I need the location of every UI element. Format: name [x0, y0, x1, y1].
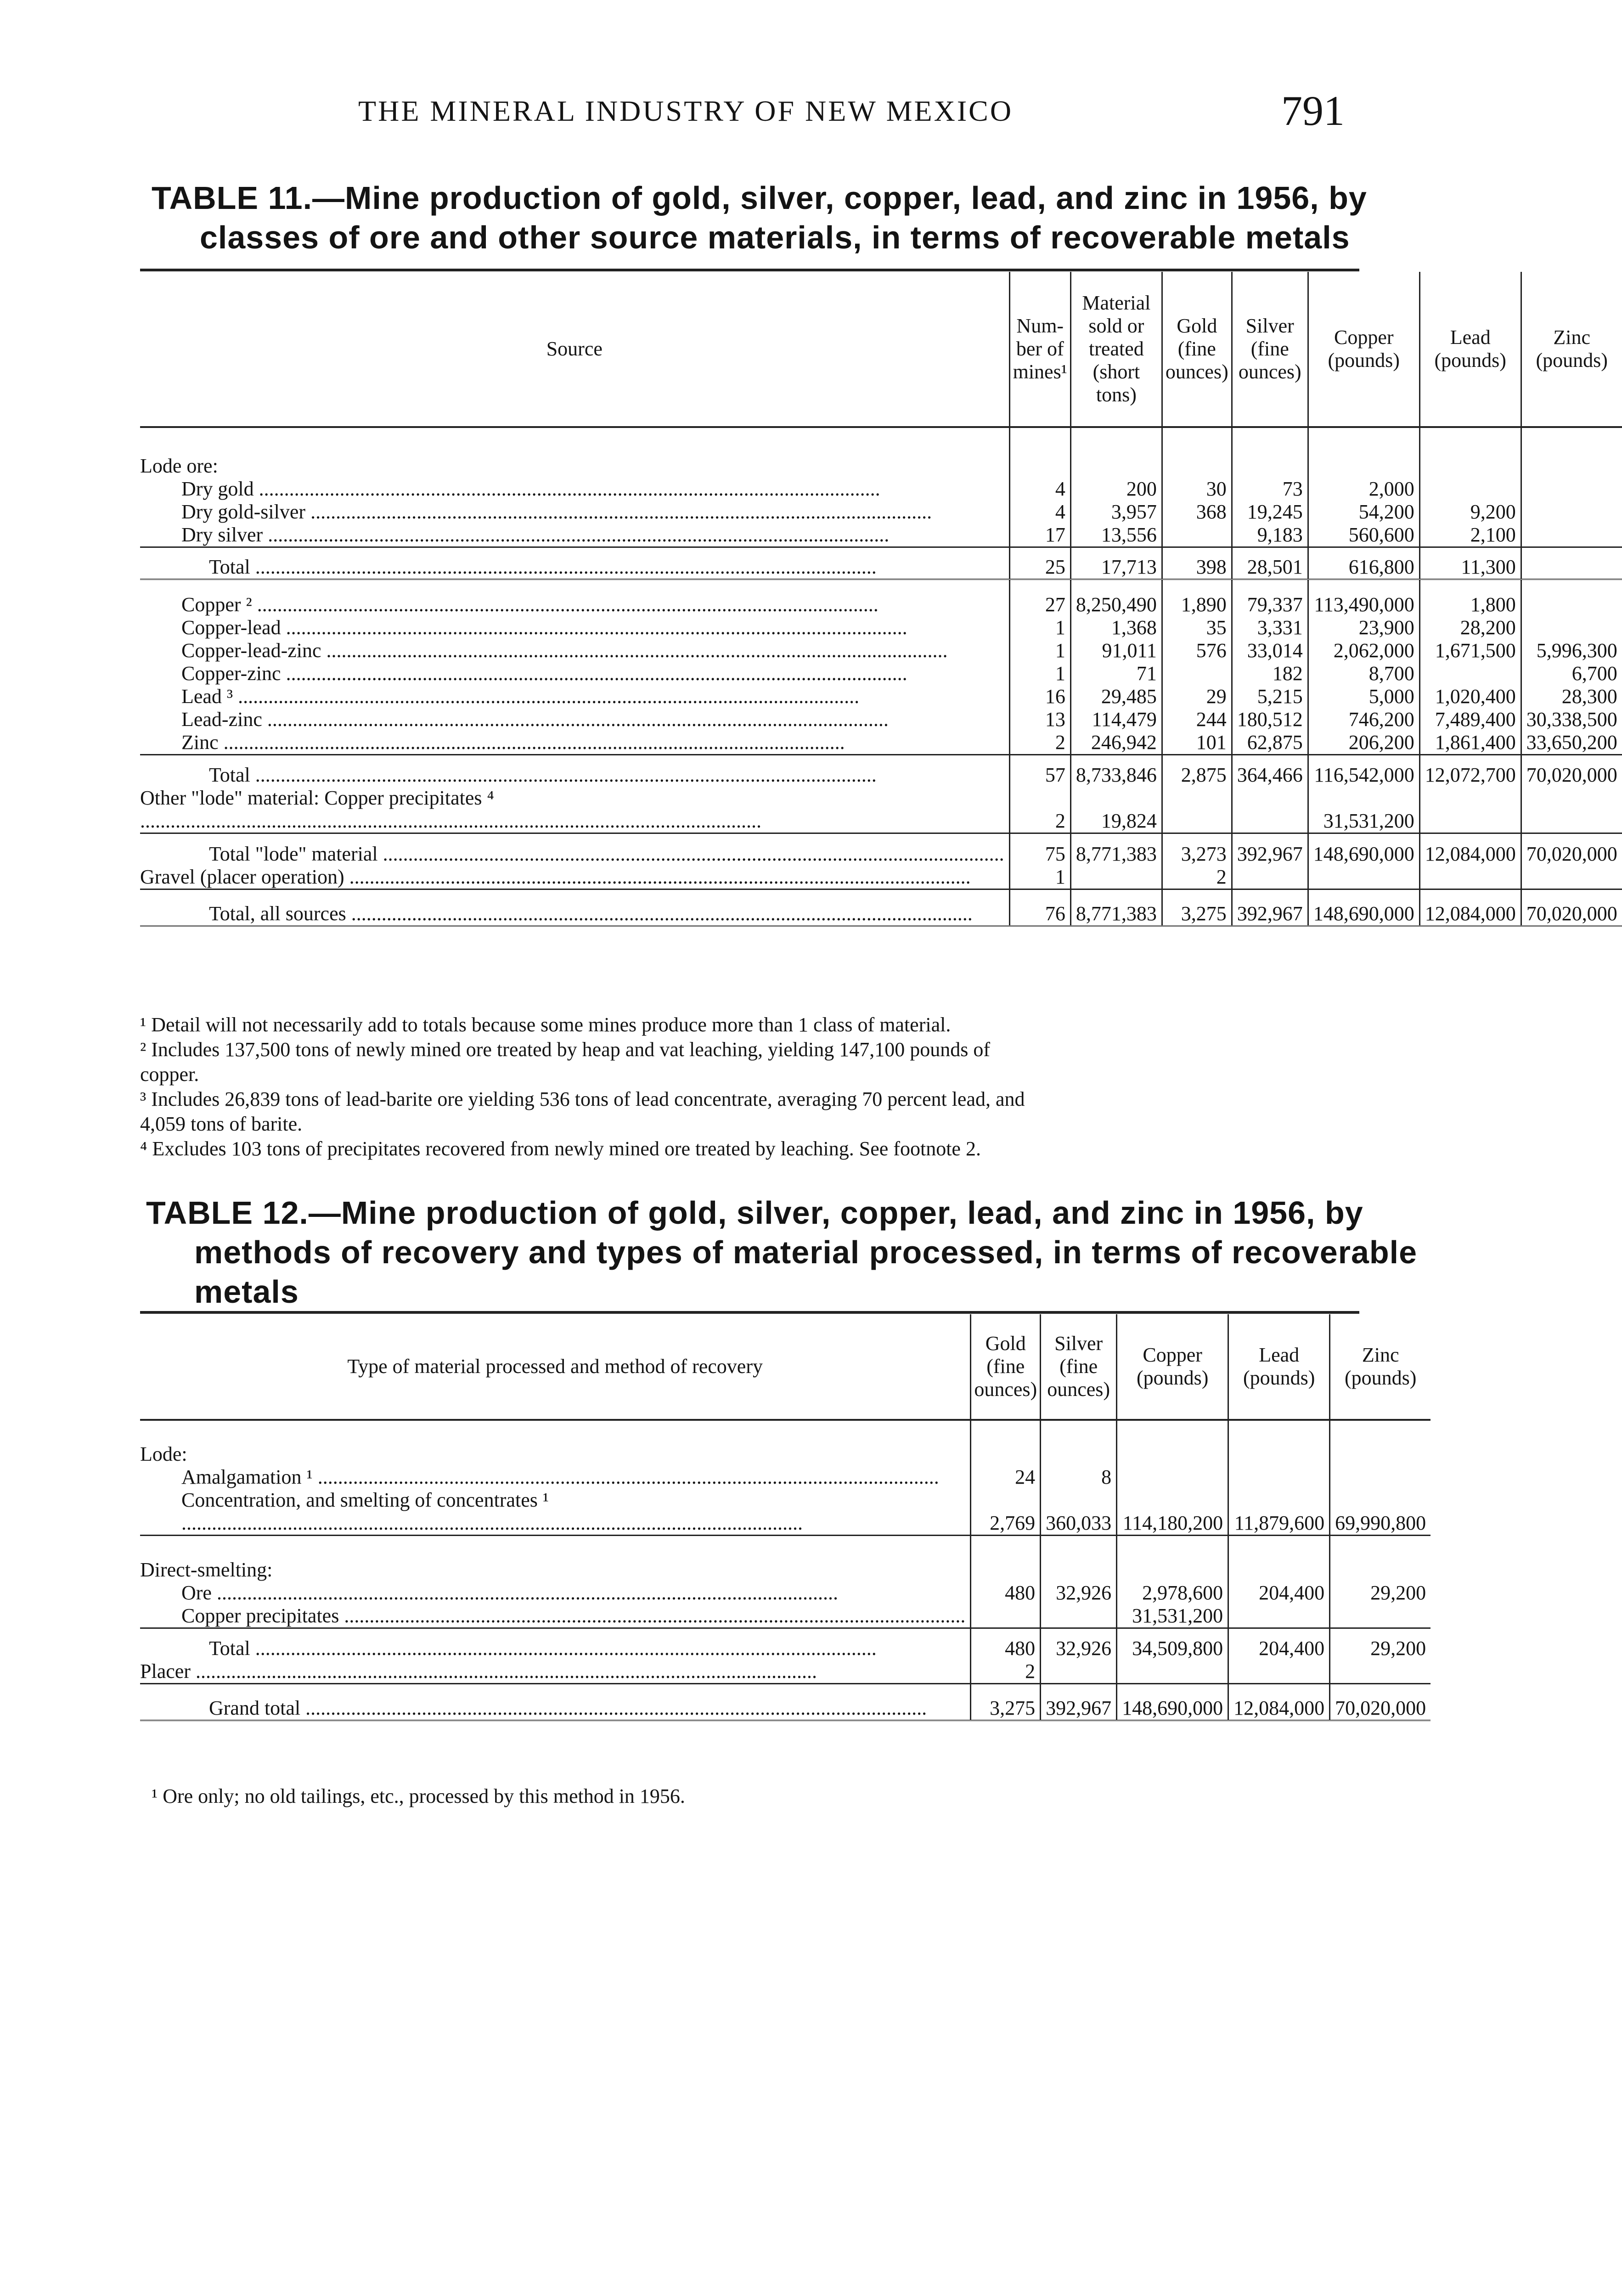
cell-material: 3,957 — [1070, 501, 1162, 523]
cell-gold — [971, 1536, 1041, 1581]
row-label — [140, 427, 1009, 478]
cell-mines: 4 — [1009, 478, 1070, 501]
cell-silver — [1232, 787, 1308, 833]
table-row — [140, 685, 1622, 708]
cell-lead: 11,300 — [1419, 547, 1521, 580]
cell-material — [1070, 866, 1162, 889]
table-row — [140, 787, 1622, 833]
cell-lead — [1419, 866, 1521, 889]
cell-lead — [1228, 1466, 1330, 1489]
cell-gold: 480 — [971, 1581, 1041, 1604]
col-header-mines: Num- ber of mines¹ — [1009, 272, 1070, 427]
cell-zinc: 6,700 — [1521, 662, 1622, 685]
cell-material: 1,368 — [1070, 616, 1162, 639]
table12-caption-line: metals — [194, 1274, 299, 1310]
cell-zinc: 70,020,000 — [1521, 833, 1622, 866]
cell-mines: 16 — [1009, 685, 1070, 708]
table-row — [140, 616, 1622, 639]
cell-lead: 2,100 — [1419, 523, 1521, 547]
cell-zinc: 5,996,300 — [1521, 639, 1622, 662]
cell-copper: 616,800 — [1308, 547, 1419, 580]
cell-zinc: 29,200 — [1330, 1581, 1431, 1604]
table-row — [140, 833, 1622, 866]
cell-gold: 368 — [1162, 501, 1232, 523]
cell-gold — [1162, 787, 1232, 833]
cell-lead: 204,400 — [1228, 1581, 1330, 1604]
cell-mines: 75 — [1009, 833, 1070, 866]
cell-copper: 2,062,000 — [1308, 639, 1419, 662]
row-label — [140, 1660, 971, 1684]
cell-gold — [1162, 523, 1232, 547]
footnote: ¹ Detail will not necessarily add to totals because some mines produce more than 1 class of material. — [140, 1013, 951, 1036]
cell-material: 13,556 — [1070, 523, 1162, 547]
row-label — [140, 501, 1009, 523]
row-label — [140, 523, 1009, 547]
row-label — [140, 1489, 971, 1536]
row-label-text: Zinc ..... — [140, 731, 1004, 754]
table11-caption — [152, 178, 1367, 257]
col-header-copper: Copper (pounds) — [1117, 1314, 1228, 1420]
col-header-material: Material sold or treated (short tons) — [1070, 272, 1162, 427]
table12 — [140, 1314, 1431, 1721]
cell-copper: 116,542,000 — [1308, 754, 1419, 787]
cell-gold: 244 — [1162, 708, 1232, 731]
table-row — [140, 478, 1622, 501]
cell-lead: 1,671,500 — [1419, 639, 1521, 662]
col-header-zinc: Zinc (pounds) — [1330, 1314, 1431, 1420]
cell-copper — [1117, 1420, 1228, 1466]
row-label-text: Copper-lead-zinc ..... — [140, 639, 1004, 662]
row-label — [140, 616, 1009, 639]
table12-caption — [146, 1193, 1417, 1311]
cell-silver: 9,183 — [1232, 523, 1308, 547]
row-label-text: Copper-zinc ..... — [140, 662, 1004, 685]
cell-zinc — [1521, 866, 1622, 889]
cell-gold: 2 — [971, 1660, 1041, 1684]
row-label-text: Dry silver ..... — [140, 523, 1004, 546]
cell-silver: 360,033 — [1041, 1489, 1117, 1536]
row-label-text: Lode ore: — [140, 455, 218, 477]
table-row — [140, 1684, 1431, 1721]
row-label-text: Lode: — [140, 1443, 187, 1465]
cell-zinc — [1521, 478, 1622, 501]
col-header-zinc: Zinc (pounds) — [1521, 272, 1622, 427]
cell-mines: 25 — [1009, 547, 1070, 580]
row-label-text: Total, all sources ..... — [140, 902, 1004, 925]
row-label — [140, 1628, 971, 1660]
cell-lead — [1228, 1604, 1330, 1628]
table11-top-rule — [140, 269, 1359, 271]
cell-material: 19,824 — [1070, 787, 1162, 833]
table-row — [140, 889, 1622, 926]
table-row — [140, 754, 1622, 787]
cell-mines — [1009, 427, 1070, 478]
cell-material: 91,011 — [1070, 639, 1162, 662]
cell-silver — [1232, 427, 1308, 478]
cell-gold: 480 — [971, 1628, 1041, 1660]
cell-lead — [1228, 1420, 1330, 1466]
cell-mines: 13 — [1009, 708, 1070, 731]
cell-gold: 101 — [1162, 731, 1232, 755]
cell-copper: 746,200 — [1308, 708, 1419, 731]
row-label — [140, 580, 1009, 616]
cell-copper: 31,531,200 — [1117, 1604, 1228, 1628]
table-row — [140, 1420, 1431, 1466]
cell-material: 8,733,846 — [1070, 754, 1162, 787]
cell-lead: 12,084,000 — [1228, 1684, 1330, 1721]
cell-gold: 35 — [1162, 616, 1232, 639]
cell-copper: 560,600 — [1308, 523, 1419, 547]
cell-mines: 1 — [1009, 639, 1070, 662]
cell-gold: 24 — [971, 1466, 1041, 1489]
cell-silver — [1041, 1604, 1117, 1628]
cell-silver: 392,967 — [1232, 889, 1308, 926]
table-row — [140, 866, 1622, 889]
row-label — [140, 754, 1009, 787]
cell-mines: 4 — [1009, 501, 1070, 523]
row-label-text: Copper-lead ..... — [140, 616, 1004, 639]
table-row — [140, 639, 1622, 662]
footnote: 4,059 tons of barite. — [140, 1113, 303, 1135]
row-label — [140, 1536, 971, 1581]
cell-silver: 182 — [1232, 662, 1308, 685]
cell-copper — [1308, 866, 1419, 889]
row-label-text: Total ..... — [140, 556, 1004, 579]
cell-silver: 73 — [1232, 478, 1308, 501]
cell-copper — [1117, 1536, 1228, 1581]
cell-lead — [1419, 478, 1521, 501]
cell-material: 8,771,383 — [1070, 833, 1162, 866]
cell-zinc — [1521, 501, 1622, 523]
table-row — [140, 1604, 1431, 1628]
cell-zinc — [1521, 616, 1622, 639]
cell-silver: 79,337 — [1232, 580, 1308, 616]
row-label-text: Dry gold-silver ..... — [140, 501, 1004, 523]
cell-gold: 1,890 — [1162, 580, 1232, 616]
cell-gold: 29 — [1162, 685, 1232, 708]
cell-lead: 28,200 — [1419, 616, 1521, 639]
cell-gold: 2,875 — [1162, 754, 1232, 787]
cell-zinc — [1521, 523, 1622, 547]
col-header-gold: Gold (fine ounces) — [971, 1314, 1041, 1420]
cell-silver — [1041, 1660, 1117, 1684]
cell-copper: 54,200 — [1308, 501, 1419, 523]
cell-zinc — [1521, 787, 1622, 833]
cell-mines: 27 — [1009, 580, 1070, 616]
cell-silver: 180,512 — [1232, 708, 1308, 731]
row-label-text: Direct-smelting: — [140, 1558, 273, 1581]
footnote: ² Includes 137,500 tons of newly mined ore treated by heap and vat leaching, yielding 147,100 pounds of — [140, 1038, 990, 1061]
cell-lead: 12,084,000 — [1419, 833, 1521, 866]
cell-gold — [1162, 427, 1232, 478]
cell-lead: 12,072,700 — [1419, 754, 1521, 787]
cell-lead: 1,861,400 — [1419, 731, 1521, 755]
row-label-text: Ore ..... — [140, 1581, 965, 1604]
table-row — [140, 1628, 1431, 1660]
cell-mines: 2 — [1009, 787, 1070, 833]
table-row — [140, 1581, 1431, 1604]
cell-lead: 12,084,000 — [1419, 889, 1521, 926]
cell-lead: 7,489,400 — [1419, 708, 1521, 731]
cell-gold: 30 — [1162, 478, 1232, 501]
table11-caption-line: classes of ore and other source materials, in terms of recoverable metals — [200, 219, 1350, 255]
cell-material: 246,942 — [1070, 731, 1162, 755]
cell-mines: 17 — [1009, 523, 1070, 547]
cell-copper: 148,690,000 — [1308, 833, 1419, 866]
table12-caption-line: methods of recovery and types of material processed, in terms of recoverable — [194, 1234, 1418, 1270]
cell-silver: 62,875 — [1232, 731, 1308, 755]
cell-lead: 204,400 — [1228, 1628, 1330, 1660]
cell-material — [1070, 427, 1162, 478]
table-row — [140, 523, 1622, 547]
cell-zinc — [1330, 1604, 1431, 1628]
cell-silver: 3,331 — [1232, 616, 1308, 639]
table11-caption-line: TABLE 11.—Mine production of gold, silver, copper, lead, and zinc in 1956, by — [152, 180, 1367, 216]
cell-gold — [971, 1420, 1041, 1466]
cell-silver: 392,967 — [1041, 1684, 1117, 1721]
cell-copper: 23,900 — [1308, 616, 1419, 639]
cell-mines: 1 — [1009, 616, 1070, 639]
cell-lead — [1228, 1660, 1330, 1684]
row-label-text: Other "lode" material: Copper precipitates ⁴ ..... — [140, 787, 1004, 833]
footnote: ¹ Ore only; no old tailings, etc., processed by this method in 1956. — [152, 1785, 685, 1807]
col-header-source: Source — [140, 272, 1009, 427]
cell-material: 8,250,490 — [1070, 580, 1162, 616]
cell-zinc — [1330, 1420, 1431, 1466]
row-label-text: Placer ..... — [140, 1660, 965, 1683]
cell-copper — [1308, 427, 1419, 478]
cell-mines: 2 — [1009, 731, 1070, 755]
cell-zinc: 69,990,800 — [1330, 1489, 1431, 1536]
cell-zinc — [1521, 427, 1622, 478]
row-label — [140, 787, 1009, 833]
table-row — [140, 580, 1622, 616]
row-label — [140, 1604, 971, 1628]
row-label-text: Copper ² ..... — [140, 593, 1004, 616]
cell-gold: 2 — [1162, 866, 1232, 889]
cell-zinc: 70,020,000 — [1521, 889, 1622, 926]
table-row — [140, 1536, 1431, 1581]
row-label-text: Lead-zinc ..... — [140, 708, 1004, 731]
row-label — [140, 708, 1009, 731]
cell-copper — [1117, 1466, 1228, 1489]
cell-zinc — [1330, 1466, 1431, 1489]
table-row — [140, 731, 1622, 755]
cell-material: 8,771,383 — [1070, 889, 1162, 926]
cell-lead: 11,879,600 — [1228, 1489, 1330, 1536]
col-header-copper: Copper (pounds) — [1308, 272, 1419, 427]
col-header-lead: Lead (pounds) — [1228, 1314, 1330, 1420]
cell-material: 71 — [1070, 662, 1162, 685]
cell-silver: 364,466 — [1232, 754, 1308, 787]
cell-mines: 76 — [1009, 889, 1070, 926]
table12-top-rule — [140, 1311, 1359, 1314]
cell-lead: 9,200 — [1419, 501, 1521, 523]
table12-footnotes — [152, 1784, 685, 1809]
cell-silver: 8 — [1041, 1466, 1117, 1489]
cell-lead: 1,800 — [1419, 580, 1521, 616]
row-label — [140, 685, 1009, 708]
row-label-text: Copper precipitates ..... — [140, 1604, 965, 1627]
row-label-text: Total ..... — [140, 764, 1004, 787]
cell-gold: 3,275 — [1162, 889, 1232, 926]
cell-copper: 5,000 — [1308, 685, 1419, 708]
cell-silver: 33,014 — [1232, 639, 1308, 662]
row-label-text: Concentration, and smelting of concentrates ¹ ..... — [140, 1489, 965, 1535]
cell-material: 29,485 — [1070, 685, 1162, 708]
cell-copper: 8,700 — [1308, 662, 1419, 685]
row-label — [140, 866, 1009, 889]
cell-zinc: 28,300 — [1521, 685, 1622, 708]
cell-mines: 57 — [1009, 754, 1070, 787]
cell-lead — [1419, 787, 1521, 833]
cell-silver: 5,215 — [1232, 685, 1308, 708]
table11 — [140, 272, 1622, 927]
col-header-lead: Lead (pounds) — [1419, 272, 1521, 427]
row-label — [140, 1684, 971, 1721]
cell-copper: 2,978,600 — [1117, 1581, 1228, 1604]
col-header-silver: Silver (fine ounces) — [1041, 1314, 1117, 1420]
cell-gold — [1162, 662, 1232, 685]
table-row — [140, 547, 1622, 580]
running-title: THE MINERAL INDUSTRY OF NEW MEXICO — [358, 95, 1014, 127]
cell-copper: 148,690,000 — [1308, 889, 1419, 926]
row-label-text: Dry gold ..... — [140, 478, 1004, 501]
cell-zinc — [1330, 1536, 1431, 1581]
cell-copper: 34,509,800 — [1117, 1628, 1228, 1660]
row-label-text: Lead ³ ..... — [140, 685, 1004, 708]
cell-gold: 3,275 — [971, 1684, 1041, 1721]
row-label — [140, 1466, 971, 1489]
table-row — [140, 662, 1622, 685]
row-label-text: Total "lode" material ..... — [140, 843, 1004, 866]
row-label — [140, 1581, 971, 1604]
cell-gold — [971, 1604, 1041, 1628]
cell-lead — [1228, 1536, 1330, 1581]
cell-gold: 576 — [1162, 639, 1232, 662]
table-row — [140, 1660, 1431, 1684]
cell-lead — [1419, 662, 1521, 685]
cell-zinc — [1330, 1660, 1431, 1684]
cell-zinc: 29,200 — [1330, 1628, 1431, 1660]
table-row — [140, 1489, 1431, 1536]
col-header-silver: Silver (fine ounces) — [1232, 272, 1308, 427]
cell-copper — [1117, 1660, 1228, 1684]
cell-material: 114,479 — [1070, 708, 1162, 731]
cell-lead — [1419, 427, 1521, 478]
cell-copper: 2,000 — [1308, 478, 1419, 501]
cell-zinc: 33,650,200 — [1521, 731, 1622, 755]
table-row — [140, 501, 1622, 523]
table-row — [140, 1466, 1431, 1489]
cell-mines: 1 — [1009, 866, 1070, 889]
cell-gold: 3,273 — [1162, 833, 1232, 866]
col-header-gold: Gold (fine ounces) — [1162, 272, 1232, 427]
footnote: ⁴ Excludes 103 tons of precipitates recovered from newly mined ore treated by leaching. See footnote 2. — [140, 1137, 981, 1160]
row-label — [140, 889, 1009, 926]
cell-silver — [1041, 1420, 1117, 1466]
cell-gold: 398 — [1162, 547, 1232, 580]
page-number: 791 — [1281, 87, 1345, 134]
row-label-text: Grand total ..... — [140, 1697, 965, 1720]
cell-silver — [1232, 866, 1308, 889]
table12-caption-line: TABLE 12.—Mine production of gold, silver, copper, lead, and zinc in 1956, by — [146, 1195, 1363, 1231]
row-label-text: Amalgamation ¹ ..... — [140, 1466, 965, 1489]
cell-zinc: 70,020,000 — [1521, 754, 1622, 787]
cell-material: 200 — [1070, 478, 1162, 501]
cell-copper: 206,200 — [1308, 731, 1419, 755]
cell-copper: 31,531,200 — [1308, 787, 1419, 833]
table-row — [140, 708, 1622, 731]
cell-lead: 1,020,400 — [1419, 685, 1521, 708]
footnote: copper. — [140, 1063, 199, 1086]
cell-zinc: 30,338,500 — [1521, 708, 1622, 731]
cell-gold: 2,769 — [971, 1489, 1041, 1536]
cell-silver — [1041, 1536, 1117, 1581]
cell-material: 17,713 — [1070, 547, 1162, 580]
cell-copper: 114,180,200 — [1117, 1489, 1228, 1536]
row-label — [140, 833, 1009, 866]
table-row — [140, 427, 1622, 478]
cell-silver: 32,926 — [1041, 1628, 1117, 1660]
row-label-text: Total ..... — [140, 1637, 965, 1660]
cell-silver: 28,501 — [1232, 547, 1308, 580]
row-label — [140, 547, 1009, 580]
cell-copper: 148,690,000 — [1117, 1684, 1228, 1721]
row-label — [140, 662, 1009, 685]
cell-silver: 32,926 — [1041, 1581, 1117, 1604]
row-label — [140, 639, 1009, 662]
cell-mines: 1 — [1009, 662, 1070, 685]
table11-footnotes — [140, 1013, 1025, 1161]
cell-zinc — [1521, 547, 1622, 580]
cell-copper: 113,490,000 — [1308, 580, 1419, 616]
cell-silver: 19,245 — [1232, 501, 1308, 523]
cell-zinc: 70,020,000 — [1330, 1684, 1431, 1721]
row-label — [140, 1420, 971, 1466]
cell-silver: 392,967 — [1232, 833, 1308, 866]
row-label — [140, 478, 1009, 501]
row-label-text: Gravel (placer operation) ..... — [140, 866, 1004, 889]
cell-zinc — [1521, 580, 1622, 616]
col-header-type: Type of material processed and method of recovery — [140, 1314, 971, 1420]
row-label — [140, 731, 1009, 755]
footnote: ³ Includes 26,839 tons of lead-barite ore yielding 536 tons of lead concentrate, averaging 70 percent lead, and — [140, 1088, 1025, 1110]
